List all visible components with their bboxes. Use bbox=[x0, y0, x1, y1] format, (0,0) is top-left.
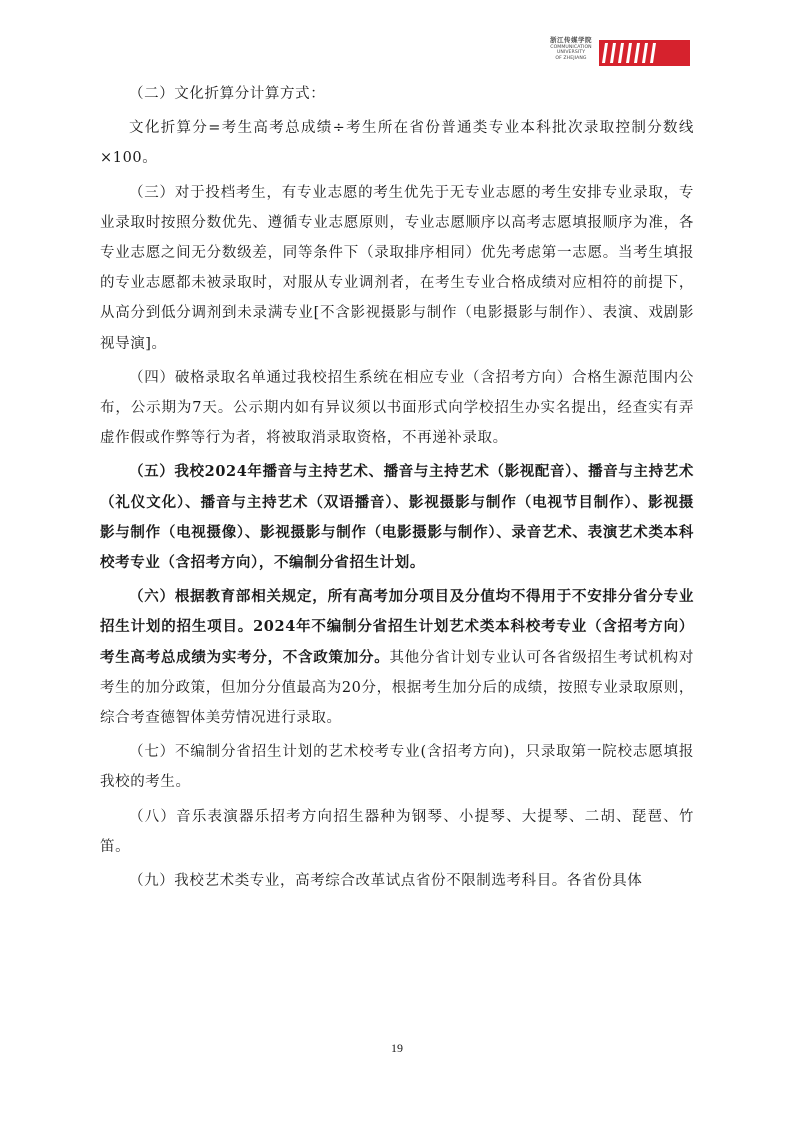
document-body bbox=[100, 79, 694, 896]
paragraph-item-4: （四）破格录取名单通过我校招生系统在相应专业（含招考方向）合格生源范围内公布，公示期为7天。公示期内如有异议须以书面形式向学校招生办实名提出，经查实有弄虚作假或作弊等行为者，将被取消录取资格，不再递补录取。 bbox=[100, 369, 694, 447]
university-logo bbox=[545, 36, 690, 70]
paragraph-item-5 bbox=[100, 457, 694, 578]
logo-english-line-2: UNIVERSITY bbox=[556, 50, 586, 56]
paragraph-culture-score-formula: 文化折算分=考生高考总成绩÷考生所在省份普通类专业本科批次录取控制分数线×100。 bbox=[100, 120, 694, 167]
logo-wordmark bbox=[545, 36, 597, 61]
paragraph-item-7: （七）不编制分省招生计划的艺术校考专业(含招考方向)，只录取第一院校志愿填报我校的考生。 bbox=[100, 744, 694, 791]
paragraph-item-3: （三）对于投档考生，有专业志愿的考生优先于无专业志愿的考生安排专业录取，专业录取时按照分数优先、遵循专业志愿原则，专业志愿顺序以高考志愿填报顺序为准，各专业志愿之间无分数级差，同等条件下（录取排序相同）优先考虑第一志愿。当考生填报的专业志愿都未被录取时，对服从专业调剂者，在考生专业合格成绩对应相符的前提下，从高分到低分调剂到未录满专业[不含影视摄影与制作（电影摄影与制作）、表演、戏剧影视导演]。 bbox=[100, 184, 694, 352]
logo-english-line-1: COMMUNICATION bbox=[550, 45, 592, 50]
paragraph-item-6-regular: 其他分省计划专业认可各省级招生考试机构对考生的加分政策，但加分分值最高为20分，根据考生加分后的成绩，按照专业录取原则，综合考查德智体美劳情况进行录取。 bbox=[100, 649, 694, 727]
logo-chinese-name: 浙江传媒学院 bbox=[550, 36, 592, 44]
logo-english-line-3: OF ZHEJIANG bbox=[555, 55, 587, 61]
paragraph-item-8: （八）音乐表演器乐招考方向招生器种为钢琴、小提琴、大提琴、二胡、琵琶、竹笛。 bbox=[100, 808, 694, 855]
paragraph-item-6-bold: （六）根据教育部相关规定，所有高考加分项目及分值均不得用于不安排分省分专业招生计划的招生项目。2024年不编制分省招生计划艺术类本科校考专业（含招考方向）考生高考总成绩为实考分，不含政策加分。 bbox=[100, 588, 694, 666]
paragraph-item-9: （九）我校艺术类专业，高考综合改革试点省份不限制选考科目。各省份具体 bbox=[129, 873, 643, 890]
page-number: 19 bbox=[391, 1041, 403, 1055]
paragraph-culture-score-heading: （二）文化折算分计算方式： bbox=[129, 86, 326, 102]
logo-stripes-icon bbox=[599, 40, 690, 66]
paragraph-item-5-bold: （五）我校2024年播音与主持艺术、播音与主持艺术（影视配音）、播音与主持艺术（礼仪文化）、播音与主持艺术（双语播音）、影视摄影与制作（电视节目制作）、影视摄影与制作（电视摄像）、影视摄影与制作（电影摄影与制作）、录音艺术、表演艺术类本科校考专业（含招考方向），不编制分省招生计划。 bbox=[100, 463, 694, 572]
paragraph-item-6 bbox=[100, 582, 694, 733]
